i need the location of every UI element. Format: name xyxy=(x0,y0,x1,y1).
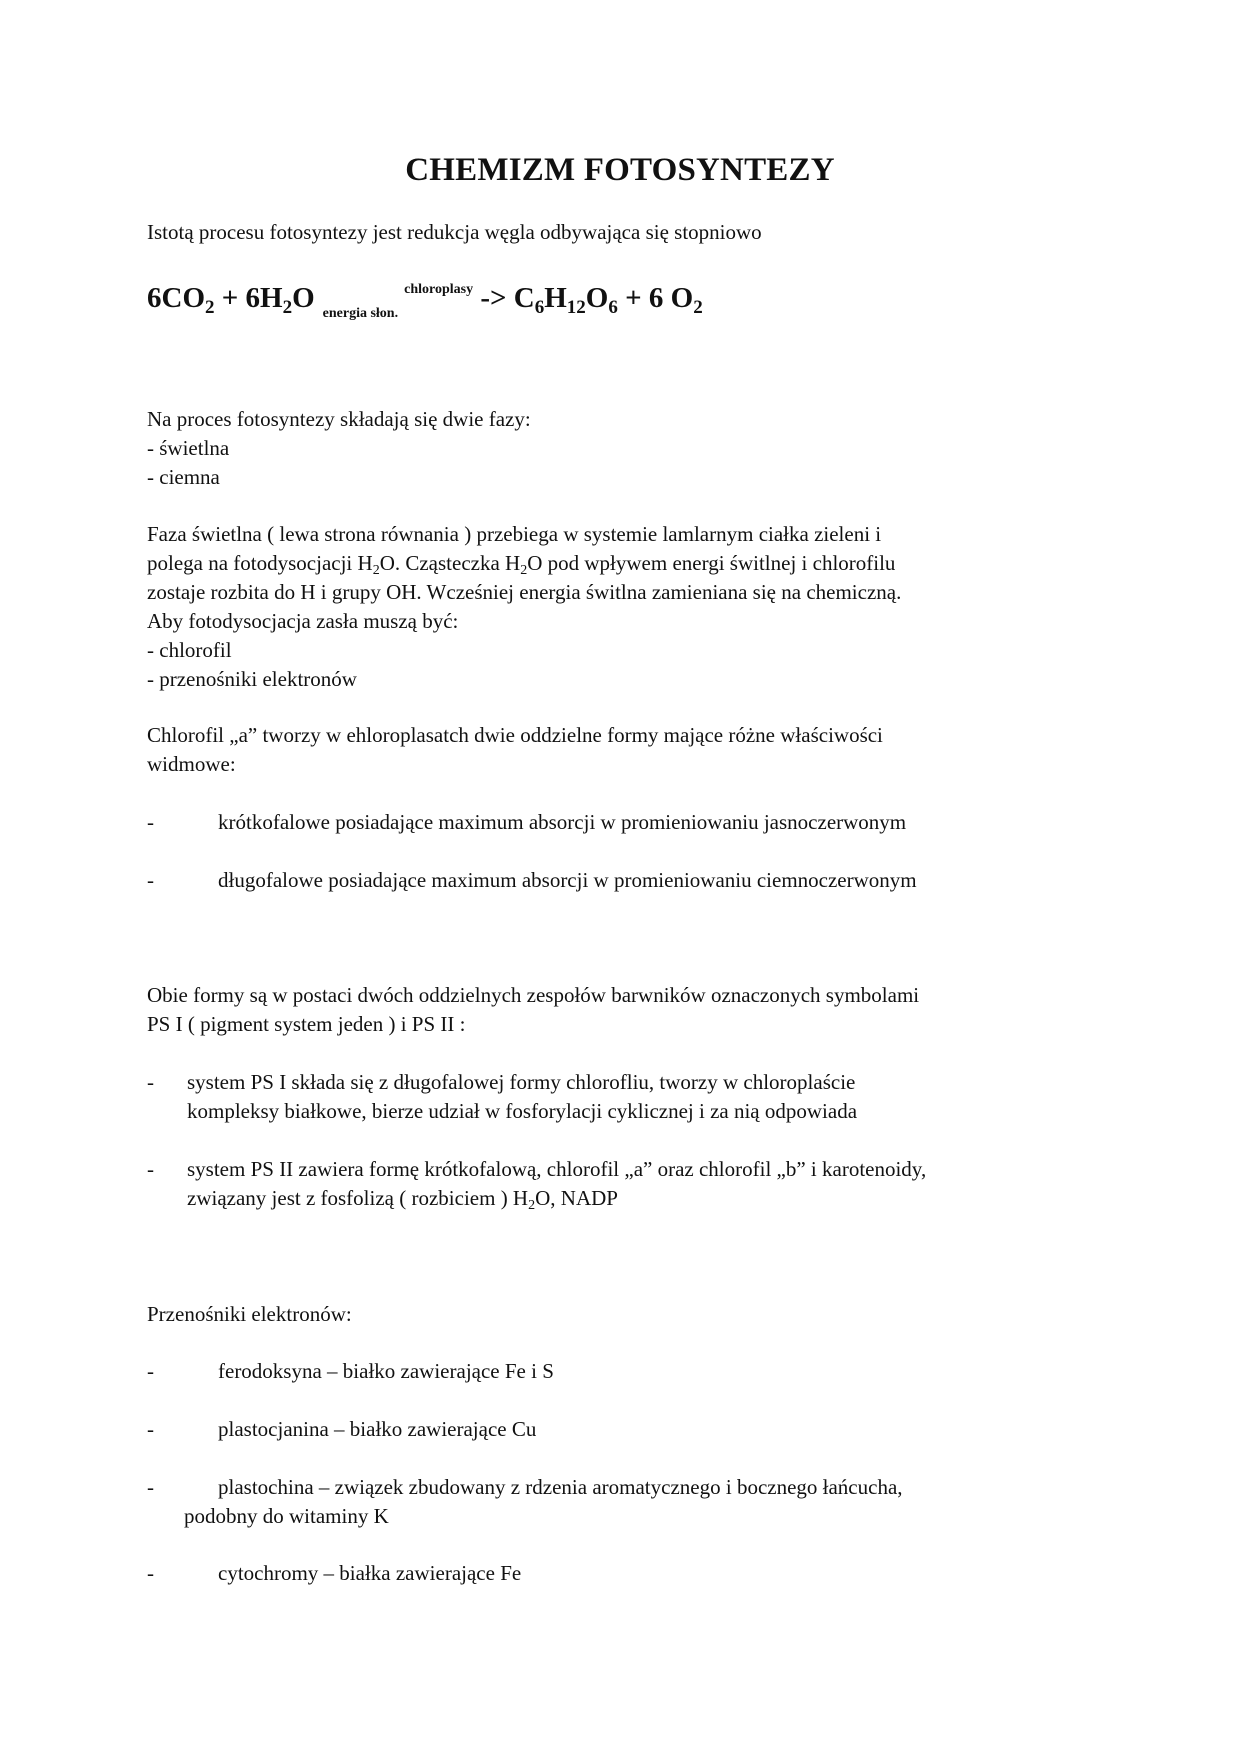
intro-sentence: Istotą procesu fotosyntezy jest redukcja węgla odbywająca się stopniowo xyxy=(147,220,762,244)
phases-intro: Na proces fotosyntezy składają się dwie fazy: xyxy=(147,407,531,431)
equation-subscript: 6 xyxy=(608,297,618,318)
text-run: O. Cząsteczka H xyxy=(379,551,521,575)
paragraph-line: Aby fotodysocjacja zasła muszą być: xyxy=(147,609,459,633)
bullet-dash: - xyxy=(147,1561,154,1585)
list-item: cytochromy – białka zawierające Fe xyxy=(218,1561,522,1585)
photosynthesis-equation xyxy=(147,278,703,321)
text-run: O pod wpływem energi świtlnej i chlorofilu xyxy=(527,551,896,575)
list-item: - przenośniki elektronów xyxy=(147,667,357,691)
equation-term: H xyxy=(544,282,567,314)
bullet-dash: - xyxy=(147,1359,154,1383)
ps1-item xyxy=(187,1068,857,1126)
equation-subscript: 6 xyxy=(534,297,545,318)
list-item-line: kompleksy białkowe, bierze udział w fosforylacji cyklicznej i za nią odpowiada xyxy=(187,1099,858,1123)
paragraph-line: Obie formy są w postaci dwóch oddzielnych zespołów barwników oznaczonych symbolami xyxy=(147,983,920,1007)
equation-term: O xyxy=(292,282,315,314)
bullet-dash: - xyxy=(147,1417,154,1441)
phases-section xyxy=(147,405,531,492)
list-item: plastocjanina – białko zawierające Cu xyxy=(218,1417,537,1441)
list-item: krótkofalowe posiadające maximum absorcji w promieniowaniu jasnoczerwonym xyxy=(218,810,907,834)
equation-subscript: 2 xyxy=(282,297,293,318)
text-run: związany jest z fosfolizą ( rozbiciem ) H xyxy=(187,1186,529,1210)
list-item: - chlorofil xyxy=(147,638,232,662)
equation-subscript: 2 xyxy=(693,297,703,318)
list-item: ferodoksyna – białko zawierające Fe i S xyxy=(218,1359,554,1383)
bullet-dash: - xyxy=(147,868,154,892)
paragraph-line xyxy=(147,549,901,578)
equation-term: -> C xyxy=(473,282,535,314)
list-item: - świetlna xyxy=(147,436,230,460)
text-run: polega na fotodysocjacji H xyxy=(147,551,373,575)
equation-term: 6CO xyxy=(147,282,205,314)
subscript: 2 xyxy=(520,563,528,578)
subscript: 2 xyxy=(372,563,380,578)
carriers-heading: Przenośniki elektronów: xyxy=(147,1302,352,1326)
paragraph-line: widmowe: xyxy=(147,752,236,776)
bullet-dash: - xyxy=(147,810,154,834)
equation-subscript: 12 xyxy=(566,297,586,318)
list-item: - ciemna xyxy=(147,465,220,489)
bullet-dash: - xyxy=(147,1157,154,1181)
light-phase-paragraph xyxy=(147,520,901,694)
text-run: O, NADP xyxy=(535,1186,618,1210)
equation-term: + 6H xyxy=(214,282,283,314)
page-title: CHEMIZM FOTOSYNTEZY xyxy=(405,152,835,188)
bullet-dash: - xyxy=(147,1070,154,1094)
equation-energy-label: energia słon. xyxy=(322,306,399,321)
equation-subscript: 2 xyxy=(205,297,215,318)
list-item: długofalowe posiadające maximum absorcji w promieniowaniu ciemnoczerwonym xyxy=(218,868,917,892)
list-item-line xyxy=(187,1184,926,1213)
paragraph-line: zostaje rozbita do H i grupy OH. Wcześniej energia świtlna zamieniana się na chemiczną. xyxy=(147,580,902,604)
ps2-item xyxy=(187,1155,926,1213)
paragraph-line: Chlorofil „a” tworzy w ehloroplasatch dwie oddzielne formy mające różne właściwości xyxy=(147,723,883,747)
list-item-line: system PS I składa się z długofalowej formy chlorofliu, tworzy w chloroplaście xyxy=(187,1070,856,1094)
subscript: 2 xyxy=(528,1198,536,1213)
equation-term: + 6 O xyxy=(617,282,694,314)
paragraph-line: PS I ( pigment system jeden ) i PS II : xyxy=(147,1012,466,1036)
equation-chloroplast-label: chloroplasy xyxy=(404,282,474,297)
list-item-continuation: podobny do witaminy K xyxy=(184,1504,389,1528)
bullet-dash: - xyxy=(147,1475,154,1499)
forms-paragraph xyxy=(147,981,919,1039)
paragraph-line: Faza świetlna ( lewa strona równania ) przebiega w systemie lamlarnym ciałka zieleni i xyxy=(147,522,882,546)
list-item-line: system PS II zawiera formę krótkofalową, chlorofil „a” oraz chlorofil „b” i karotenoidy, xyxy=(187,1157,927,1181)
list-item: plastochina – związek zbudowany z rdzenia aromatycznego i bocznego łańcucha, xyxy=(218,1475,903,1499)
chlorophyll-paragraph xyxy=(147,721,883,779)
equation-term: O xyxy=(585,282,609,314)
